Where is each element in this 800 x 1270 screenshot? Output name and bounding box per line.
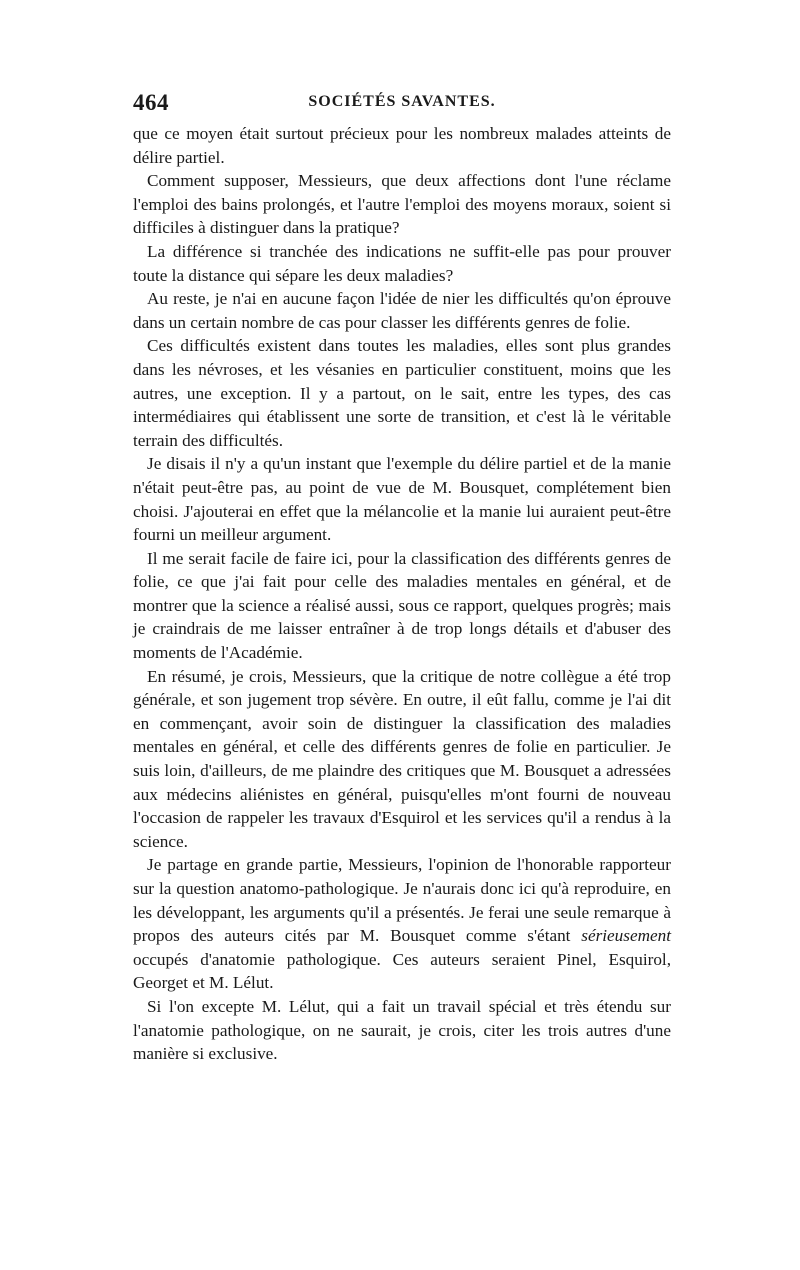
paragraph-text: occupés d'anatomie pathologique. Ces auteurs seraient Pinel, Esquirol, Georget et M. Lélut. [133, 949, 671, 993]
paragraph: La différence si tranchée des indications ne suffit-elle pas pour prouver toute la distance qui sépare les deux maladies? [133, 241, 671, 285]
book-page [133, 90, 671, 1066]
paragraph: Comment supposer, Messieurs, que deux affections dont l'une réclame l'emploi des bains prolongés, et l'autre l'emploi des moyens moraux, soient si difficiles à distinguer dans la pratique? [133, 171, 671, 238]
paragraph: que ce moyen était surtout précieux pour les nombreux malades atteints de délire partiel. [133, 124, 671, 167]
body-text [133, 122, 671, 1066]
paragraph [133, 853, 671, 995]
paragraph: Je disais il n'y a qu'un instant que l'exemple du délire partiel et de la manie n'était peut-être pas, au point de vue de M. Bousquet, complétement bien choisi. J'ajouterai en effet que la mélancolie et la manie lui auraient peut-être fourni un meilleur argument. [133, 454, 671, 545]
emphasis-text: sérieusement [581, 926, 671, 946]
paragraph-text: Je partage en grande partie, Messieurs, l'opinion de l'honorable rapporteur sur la question anatomo-pathologique. Je n'aurais donc ici qu'à reproduire, en les développant, les arguments qu'il a présentés. Je ferai une seule remarque à propos des auteurs cités par M. Bousquet comme s'étant [133, 855, 671, 946]
page-number: 464 [133, 90, 169, 115]
paragraph: En résumé, je crois, Messieurs, que la critique de notre collègue a été trop générale, et son jugement trop sévère. En outre, il eût fallu, comme je l'ai dit en commençant, avoir soin de distinguer la classification des maladies mentales en général, et celle des différents genres de folie en particulier. Je suis loin, d'ailleurs, de me plaindre des critiques que M. Bousquet a adressées aux médecins aliénistes en général, puisqu'elles m'ont fourni de nouveau l'occasion de rappeler les travaux d'Esquirol et les services qu'il a rendus à la science. [133, 666, 671, 851]
paragraph: Il me serait facile de faire ici, pour la classification des différents genres de folie, ce que j'ai fait pour celle des maladies mentales en général, et de montrer que la science a réalisé aussi, sous ce rapport, quelques progrès; mais je craindrais de me laisser entraîner à de trop longs détails et d'abuser des moments de l'Académie. [133, 548, 671, 663]
running-title: SOCIÉTÉS SAVANTES. [308, 93, 496, 110]
paragraph: Ces difficultés existent dans toutes les maladies, elles sont plus grandes dans les névroses, et les vésanies en particulier constituent, moins que les autres, une exception. Il y a partout, on le sait, entre les types, des cas intermédiaires qui établissent une sorte de transition, et c'est là le véritable terrain des difficultés. [133, 336, 671, 450]
paragraph: Si l'on excepte M. Lélut, qui a fait un travail spécial et très étendu sur l'anatomie pathologique, on ne saurait, je crois, citer les trois autres d'une manière si exclusive. [133, 996, 671, 1064]
page-header [133, 90, 671, 120]
paragraph: Au reste, je n'ai en aucune façon l'idée de nier les difficultés qu'on éprouve dans un certain nombre de cas pour classer les différents genres de folie. [133, 289, 671, 332]
